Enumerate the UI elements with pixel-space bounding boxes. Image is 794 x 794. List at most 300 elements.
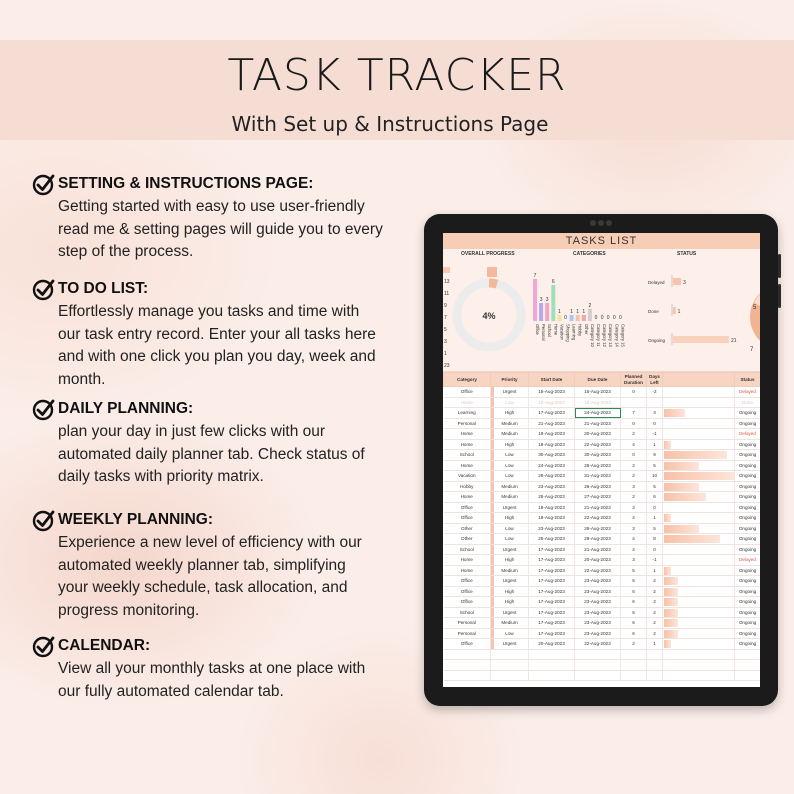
category-name-label: Learning [571, 324, 577, 341]
priority-cell [491, 502, 529, 513]
priority-marker [491, 639, 494, 649]
priority-value: High [504, 515, 515, 521]
axis-tick-label: 11 [444, 291, 450, 297]
category-cell: School [444, 607, 491, 618]
feature-head [32, 508, 432, 532]
priority-marker [491, 618, 494, 628]
feature-head [32, 172, 432, 196]
category-cell: Other [444, 534, 491, 545]
priority-marker [491, 555, 494, 565]
days-left-bar [664, 409, 685, 417]
category-count-label: 0 [594, 315, 598, 321]
priority-value: Low [505, 462, 514, 468]
priority-value: Medium [501, 494, 518, 500]
column-header: Category [444, 373, 491, 387]
status-cell: Ongoing [735, 628, 761, 639]
days-left-bar-cell [663, 513, 735, 524]
priority-marker [491, 440, 494, 450]
duration-cell: 4 [621, 534, 647, 545]
category-count-label: 3 [539, 297, 543, 303]
status-cell: Ongoing [735, 597, 761, 608]
priority-cell [491, 450, 529, 461]
status-label: Done [648, 309, 659, 314]
days-left-bar [664, 441, 671, 449]
days-left-bar [664, 630, 678, 638]
start-date-cell: 17-Aug-2023 [529, 607, 575, 618]
priority-value: Medium [501, 431, 518, 437]
feature-head [32, 634, 432, 658]
table-row[interactable] [444, 544, 761, 555]
start-date-cell: 17-Aug-2023 [529, 576, 575, 587]
due-date-cell: 21-Aug-2023 [575, 418, 621, 429]
due-date-cell: 15-Aug-2023 [575, 387, 621, 398]
duration-cell: 6 [621, 607, 647, 618]
status-bar [673, 336, 729, 343]
days-left-bar-cell [663, 576, 735, 587]
due-date-cell: 30-Aug-2023 [575, 450, 621, 461]
days-left-cell: 8 [647, 534, 663, 545]
start-date-cell: 17-Aug-2023 [529, 628, 575, 639]
duration-cell: 2 [621, 460, 647, 471]
priority-cell [491, 429, 529, 440]
feature-head [32, 277, 432, 301]
priority-cell [491, 565, 529, 576]
feature-title: WEEKLY PLANNING: [58, 511, 214, 528]
status-cell: Ongoing [735, 481, 761, 492]
due-date-cell: 23-Aug-2023 [575, 576, 621, 587]
status-cell: Ongoing [735, 408, 761, 419]
due-date-cell: 26-Aug-2023 [575, 481, 621, 492]
due-date-cell: 31-Aug-2023 [575, 471, 621, 482]
priority-marker [491, 566, 494, 576]
days-left-bar-cell [663, 450, 735, 461]
priority-cell [491, 597, 529, 608]
priority-cell [491, 534, 529, 545]
axis-tick-label: 23 [444, 363, 450, 369]
category-name-label: Vacation [559, 324, 565, 340]
days-left-bar-cell [663, 481, 735, 492]
status-cell: Ongoing [735, 492, 761, 503]
priority-value: Medium [501, 483, 518, 489]
tablet-mockup [424, 214, 778, 706]
axis-tick-label: 1 [444, 351, 447, 357]
check-circle-icon [32, 508, 56, 532]
start-date-cell: 23-Aug-2023 [529, 481, 575, 492]
days-left-bar-cell [663, 502, 735, 513]
duration-cell: 4 [621, 513, 647, 524]
category-count-label: 0 [600, 315, 604, 321]
feature-title: DAILY PLANNING: [58, 400, 194, 417]
days-left-bar-cell [663, 460, 735, 471]
priority-value: High [504, 410, 515, 416]
days-left-cell [647, 397, 663, 408]
priority-cell [491, 618, 529, 629]
due-date-cell: 21-Aug-2023 [575, 544, 621, 555]
feature-item [32, 397, 432, 489]
table-row[interactable] [444, 460, 761, 471]
start-date-cell: 17-Aug-2023 [529, 565, 575, 576]
priority-cell [491, 586, 529, 597]
empty-row[interactable] [444, 670, 761, 681]
table-row[interactable] [444, 397, 761, 408]
priority-value: Medium [501, 420, 518, 426]
days-left-bar-cell [663, 597, 735, 608]
table-row[interactable] [444, 565, 761, 576]
table-row[interactable] [444, 408, 761, 419]
status-cell: Ongoing [735, 565, 761, 576]
progress-ring-fill [489, 283, 497, 284]
due-date-cell: 20-Aug-2023 [575, 555, 621, 566]
duration-cell: 3 [621, 555, 647, 566]
priority-cell [491, 544, 529, 555]
start-date-cell: 17-Aug-2023 [529, 586, 575, 597]
category-bar [545, 303, 549, 321]
priority-value: Urgent [502, 641, 517, 647]
empty-row[interactable] [444, 649, 761, 660]
category-bar [570, 315, 574, 321]
days-left-bar [664, 640, 671, 648]
table-row[interactable] [444, 387, 761, 398]
duration-cell [621, 397, 647, 408]
priority-value: High [504, 599, 515, 605]
priority-marker [491, 503, 494, 513]
duration-cell: 6 [621, 586, 647, 597]
dashboard-charts [443, 259, 760, 372]
category-cell: Office [444, 502, 491, 513]
category-name-label: Hobby [577, 324, 583, 337]
category-count-label: 1 [558, 309, 561, 315]
status-cell: Ongoing [735, 418, 761, 429]
status-cell: Ongoing [735, 576, 761, 587]
table-row[interactable] [444, 439, 761, 450]
status-cell: Ongoing [735, 618, 761, 629]
feature-description: Effortlessly manage you tasks and time with our task entry record. Enter your all tasks here and with one click you plan you day, week and month. [58, 303, 376, 388]
column-header: Priority [491, 373, 529, 387]
days-left-bar-cell [663, 387, 735, 398]
tasks-table [443, 372, 760, 681]
category-cell: Office [444, 586, 491, 597]
days-left-bar [664, 451, 727, 459]
section-headers [443, 249, 760, 259]
category-name-label: School [547, 324, 553, 337]
status-cell: Ongoing [735, 586, 761, 597]
days-left-cell: -2 [647, 387, 663, 398]
category-count-label: 1 [570, 309, 573, 315]
category-name-label: Category 15 [620, 324, 626, 347]
priority-cell [491, 513, 529, 524]
priority-value: Low [505, 452, 514, 458]
table-row[interactable] [444, 618, 761, 629]
axis-tick-label: 13 [444, 279, 450, 285]
days-left-cell: -1 [647, 429, 663, 440]
priority-cell [491, 471, 529, 482]
status-cell: Delayed [735, 429, 761, 440]
status-cell: Ongoing [735, 460, 761, 471]
priority-marker [491, 576, 494, 586]
page-title: TASK TRACKER [227, 50, 567, 101]
duration-cell: 3 [621, 481, 647, 492]
table-row[interactable] [444, 607, 761, 618]
category-count-label: 0 [564, 315, 567, 321]
status-cell: Ongoing [735, 523, 761, 534]
empty-row[interactable] [444, 660, 761, 671]
table-row[interactable] [444, 513, 761, 524]
duration-cell: 5 [621, 565, 647, 576]
feature-description: Getting started with easy to use user-friendly read me & setting pages will guide you to every step of the process. [58, 198, 383, 260]
axis-tick-label: 9 [444, 303, 447, 309]
priority-marker [491, 492, 494, 502]
due-date-cell: 23-Aug-2023 [575, 597, 621, 608]
priority-marker [491, 398, 494, 408]
priority-value: Urgent [502, 578, 517, 584]
status-cell: Ongoing [735, 450, 761, 461]
table-row[interactable] [444, 418, 761, 429]
days-left-bar [664, 598, 678, 606]
category-cell: Home [444, 429, 491, 440]
category-cell: Personal [444, 628, 491, 639]
category-count-label: 7 [533, 273, 537, 279]
start-date-cell: 28-Aug-2023 [529, 471, 575, 482]
category-count-label: 0 [612, 315, 616, 321]
days-left-bar-cell [663, 607, 735, 618]
start-date-cell: 18-Aug-2023 [529, 429, 575, 440]
table-row[interactable] [444, 481, 761, 492]
category-cell: School [444, 450, 491, 461]
priority-marker [491, 429, 494, 439]
status-label: Delayed [648, 280, 665, 285]
start-date-cell: 18-Aug-2023 [529, 439, 575, 450]
days-left-bar-cell [663, 471, 735, 482]
duration-cell: 0 [621, 450, 647, 461]
page-subtitle: With Set up & Instructions Page [231, 112, 549, 136]
table-row[interactable] [444, 586, 761, 597]
category-count-label: 6 [551, 279, 555, 285]
table-row[interactable] [444, 639, 761, 650]
days-left-cell: 10 [647, 471, 663, 482]
priority-cell [491, 387, 529, 398]
days-left-cell: 5 [647, 523, 663, 534]
category-name-label: Shopping [565, 324, 571, 342]
start-date-cell: 21-Aug-2023 [529, 418, 575, 429]
categories-heading: CATEGORIES [573, 251, 606, 257]
days-left-bar-cell [663, 628, 735, 639]
volume-up-button [778, 254, 781, 278]
due-date-cell: 20-Aug-2023 [575, 429, 621, 440]
priority-value: Urgent [502, 389, 517, 395]
status-cell: Done [735, 397, 761, 408]
days-left-cell: 2 [647, 597, 663, 608]
due-date-cell: 23-Aug-2023 [575, 628, 621, 639]
category-name-label: Other [583, 324, 589, 335]
days-left-bar [664, 609, 678, 617]
status-heading: STATUS [677, 251, 697, 257]
category-count-label: 1 [576, 309, 580, 315]
category-count-label: 1 [582, 309, 586, 315]
days-left-bar [664, 525, 699, 533]
table-row[interactable] [444, 597, 761, 608]
category-name-label: Category 12 [602, 324, 608, 347]
priority-cell [491, 481, 529, 492]
priority-cell [491, 439, 529, 450]
priority-marker [491, 461, 494, 471]
table-row[interactable] [444, 555, 761, 566]
axis-tick-label: 3 [444, 339, 447, 345]
status-cell: Ongoing [735, 607, 761, 618]
category-name-label: Category 13 [608, 324, 614, 347]
days-left-bar-cell [663, 418, 735, 429]
pie-label: 7 [750, 347, 754, 353]
days-left-bar [664, 567, 671, 575]
feature-item [32, 277, 432, 391]
table-row[interactable] [444, 534, 761, 545]
start-date-cell: 17-Aug-2023 [529, 544, 575, 555]
due-date-cell: 22-Aug-2023 [575, 639, 621, 650]
table-row[interactable] [444, 628, 761, 639]
days-left-cell: 0 [647, 502, 663, 513]
duration-cell: 3 [621, 502, 647, 513]
category-bar [582, 315, 586, 321]
priority-marker [491, 608, 494, 618]
priority-value: Medium [501, 620, 518, 626]
category-cell: Home [444, 565, 491, 576]
days-left-cell: 0 [647, 544, 663, 555]
days-left-cell: 0 [647, 418, 663, 429]
category-cell: Home [444, 439, 491, 450]
volume-down-button [778, 284, 781, 308]
duration-cell: 4 [621, 439, 647, 450]
category-count-label: 3 [545, 297, 549, 303]
table-row[interactable] [444, 471, 761, 482]
days-left-bar-cell [663, 397, 735, 408]
feature-title: TO DO LIST: [58, 280, 149, 297]
priority-cell [491, 492, 529, 503]
days-left-cell: 3 [647, 408, 663, 419]
category-cell: Office [444, 597, 491, 608]
days-left-bar-cell [663, 408, 735, 419]
priority-marker [491, 482, 494, 492]
days-left-cell: 9 [647, 450, 663, 461]
category-cell: Office [444, 513, 491, 524]
table-row[interactable] [444, 502, 761, 513]
category-cell: Vacation [444, 471, 491, 482]
due-date-cell: 23-Aug-2023 [575, 618, 621, 629]
days-left-bar-cell [663, 429, 735, 440]
status-cell: Ongoing [735, 439, 761, 450]
category-name-label: Category 11 [596, 324, 601, 347]
axis-highlight [443, 267, 450, 273]
priority-marker [491, 597, 494, 607]
category-bar [557, 315, 561, 321]
priority-marker [491, 450, 494, 460]
category-cell: Personal [444, 418, 491, 429]
status-cell: Delayed [735, 387, 761, 398]
priority-value: High [504, 441, 515, 447]
priority-cell [491, 418, 529, 429]
priority-cell [491, 408, 529, 419]
days-left-cell: 2 [647, 628, 663, 639]
priority-cell [491, 607, 529, 618]
category-bar [588, 309, 592, 321]
priority-cell [491, 576, 529, 587]
camera-icon [590, 220, 612, 226]
status-count-label: 3 [683, 280, 686, 286]
days-left-bar [664, 514, 671, 522]
priority-marker [491, 587, 494, 597]
days-left-bar-cell [663, 544, 735, 555]
priority-value: Urgent [502, 504, 517, 510]
days-left-cell: 2 [647, 607, 663, 618]
days-left-bar-cell [663, 618, 735, 629]
due-date-cell: 18-Aug-2023 [575, 397, 621, 408]
start-date-cell: 17-Aug-2023 [529, 597, 575, 608]
days-left-bar-cell [663, 586, 735, 597]
column-header: Status [735, 373, 761, 387]
priority-cell [491, 555, 529, 566]
due-date-cell: 23-Aug-2023 [575, 607, 621, 618]
start-date-cell: 20-Aug-2023 [529, 639, 575, 650]
days-left-bar-cell [663, 565, 735, 576]
priority-cell [491, 460, 529, 471]
category-bar [533, 279, 537, 321]
status-cell: Ongoing [735, 534, 761, 545]
status-count-label: 21 [731, 338, 737, 344]
category-cell: Home [444, 397, 491, 408]
table-row[interactable] [444, 523, 761, 534]
start-date-cell: 17-Aug-2023 [529, 408, 575, 419]
start-date-cell: 15-Aug-2023 [529, 387, 575, 398]
start-date-cell: 25-Aug-2023 [529, 534, 575, 545]
priority-value: Low [505, 525, 514, 531]
days-left-cell: 2 [647, 586, 663, 597]
due-date-cell: 27-Aug-2023 [575, 492, 621, 503]
progress-marker [487, 267, 497, 277]
table-row[interactable] [444, 429, 761, 440]
check-circle-icon [32, 277, 56, 301]
duration-cell: 0 [621, 387, 647, 398]
priority-value: High [504, 588, 515, 594]
feature-description: View all your monthly tasks at one place with our fully automated calendar tab. [58, 660, 366, 700]
due-date-cell: 22-Aug-2023 [575, 513, 621, 524]
screen-title: TASKS LIST [443, 233, 760, 249]
table-row[interactable] [444, 450, 761, 461]
column-header [663, 373, 735, 387]
duration-cell: 0 [621, 418, 647, 429]
priority-marker [491, 513, 494, 523]
status-cell: Ongoing [735, 544, 761, 555]
days-left-bar [664, 588, 678, 596]
start-date-cell: 30-Aug-2023 [529, 450, 575, 461]
table-row[interactable] [444, 492, 761, 503]
table-row[interactable] [444, 576, 761, 587]
due-date-cell: 26-Aug-2023 [575, 460, 621, 471]
category-name-label: Category 14 [614, 324, 620, 347]
due-date-cell: 22-Aug-2023 [575, 439, 621, 450]
duration-cell: 3 [621, 523, 647, 534]
axis-tick-label: 7 [444, 315, 447, 321]
category-count-label: 0 [606, 315, 610, 321]
status-bar [673, 278, 681, 285]
status-pie [750, 284, 760, 350]
days-left-cell: 6 [647, 492, 663, 503]
category-count-label: 0 [619, 315, 622, 321]
category-cell: Office [444, 576, 491, 587]
status-cell: Ongoing [735, 513, 761, 524]
feature-title: CALENDAR: [58, 637, 151, 654]
days-left-bar-cell [663, 492, 735, 503]
days-left-bar-cell [663, 439, 735, 450]
category-cell: Hobby [444, 481, 491, 492]
days-left-bar [664, 483, 699, 491]
